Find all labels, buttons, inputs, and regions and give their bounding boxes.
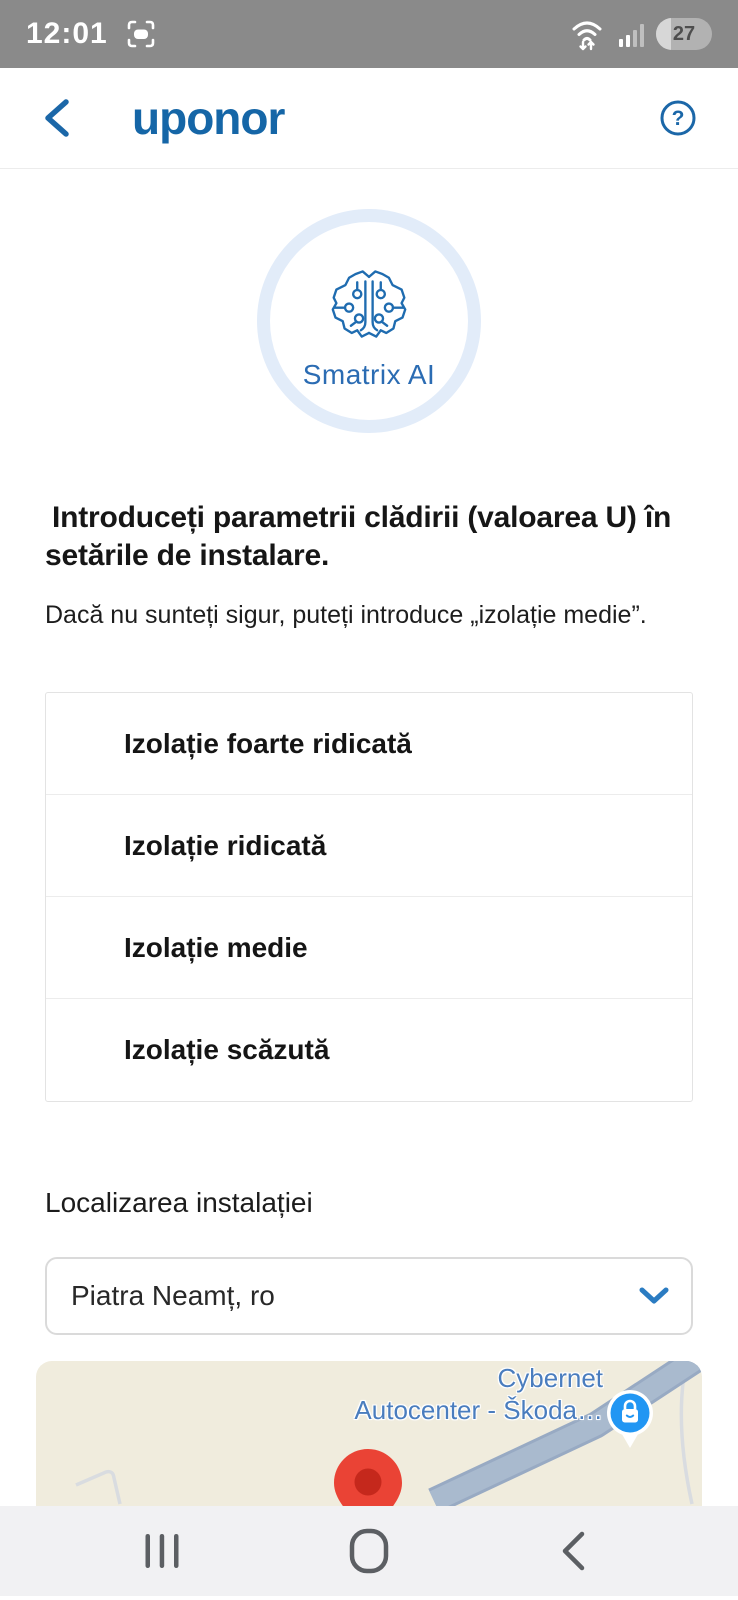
wifi-icon xyxy=(570,17,608,51)
screen-capture-icon xyxy=(126,19,156,49)
battery-percent: 27 xyxy=(672,22,696,45)
page-subtitle: Dacă nu sunteți sigur, puteți introduce „izolație medie”. xyxy=(45,601,647,629)
location-select[interactable] xyxy=(45,1257,693,1335)
smatrix-ai-label: Smatrix AI xyxy=(302,359,436,390)
insulation-options-list xyxy=(45,692,693,1102)
svg-text:?: ? xyxy=(671,107,685,130)
battery-icon xyxy=(656,18,712,50)
location-label: Localizarea instalației xyxy=(45,1187,313,1218)
chevron-down-icon xyxy=(639,1287,669,1305)
option-izolatie-medie[interactable]: Izolație medie xyxy=(46,897,692,999)
recents-button[interactable] xyxy=(142,1531,182,1571)
option-izolatie-ridicata[interactable]: Izolație ridicată xyxy=(46,795,692,897)
back-button[interactable] xyxy=(40,96,76,140)
battery-fill xyxy=(656,18,671,50)
help-button[interactable] xyxy=(658,98,698,138)
location-value: Piatra Neamț, ro xyxy=(71,1280,275,1311)
poi-label xyxy=(354,1362,603,1426)
poi-label-line2: Autocenter - Škoda… xyxy=(354,1395,603,1425)
option-izolatie-scazuta[interactable]: Izolație scăzută xyxy=(124,1034,330,1065)
smatrix-ai-badge xyxy=(257,209,481,433)
page-title xyxy=(45,499,693,575)
ai-brain-icon xyxy=(323,266,415,352)
poi-label-line1: Cybernet xyxy=(497,1363,603,1393)
map-preview[interactable] xyxy=(36,1361,702,1506)
system-navbar xyxy=(0,1506,738,1596)
home-button[interactable] xyxy=(346,1528,392,1574)
cell-signal-icon xyxy=(617,19,647,49)
red-map-pin xyxy=(334,1449,402,1506)
status-bar xyxy=(0,0,738,68)
option-izolatie-foarte-ridicata[interactable]: Izolație foarte ridicată xyxy=(46,693,692,795)
page-title-line2: setările de instalare. xyxy=(45,539,330,572)
back-nav-button[interactable] xyxy=(556,1531,596,1571)
uponor-logo: uponor xyxy=(132,92,285,144)
app-header xyxy=(0,68,738,169)
shopping-poi-pin xyxy=(607,1390,653,1448)
clock: 12:01 xyxy=(26,17,108,50)
page-title-line1: Introduceți parametrii clădirii (valoarea U) în xyxy=(52,501,672,534)
